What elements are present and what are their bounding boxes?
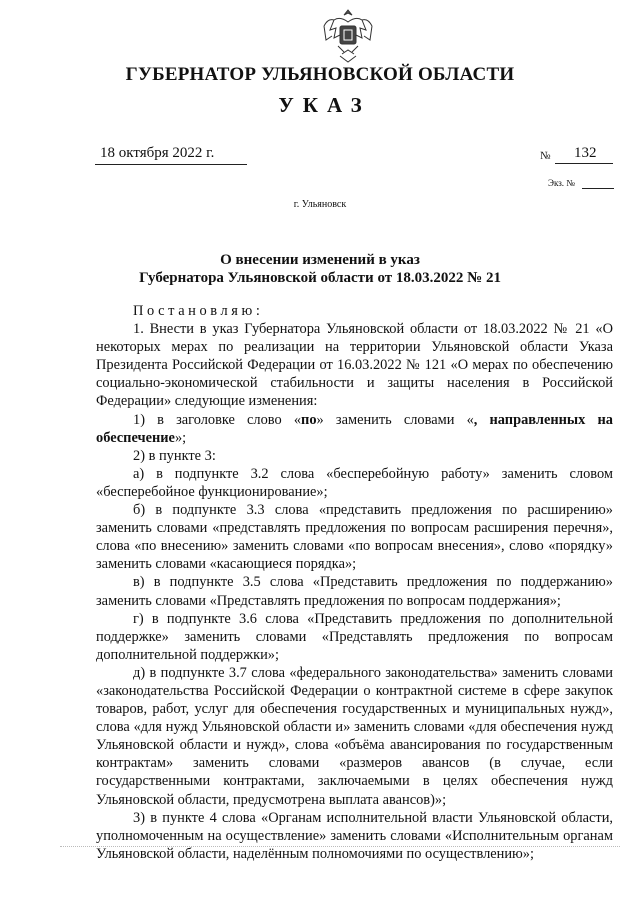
paragraph-sub-2: 2) в пункте 3: xyxy=(133,447,216,464)
document-title xyxy=(0,251,640,287)
paragraph-item-1: 1. Внести в указ Губернатора Ульяновской области от 18.03.2022 № 21 «О некоторых мерах по реализации на территории Ульяновской области Указа Президента Российской Федерации от 16.03.2022 № 121 «О мерах по обеспечению социально-экономической стабильности и защиты населения в Российской Федерации» следующие изменения: xyxy=(96,321,613,410)
sub1-bold-phrase: , направленных на обеспечение xyxy=(96,411,613,446)
sub1-text-c: » заменить словами « xyxy=(316,411,474,428)
sub1-bold-word: по xyxy=(301,411,317,428)
issuing-authority: ГУБЕРНАТОР УЛЬЯНОВСКОЙ ОБЛАСТИ xyxy=(125,64,515,85)
sub1-text-e: »; xyxy=(174,429,187,446)
paragraph-sub-2d: г) в подпункте 3.6 слова «Представить предложения по дополнительной поддержке» заменить словами «Представлять предложения по вопросам дополнительной поддержки»; xyxy=(96,610,613,663)
intro-paragraph: Постановляю: xyxy=(133,303,264,319)
date-underline xyxy=(95,164,247,165)
title-line-2: Губернатора Ульяновской области от 18.03.2022 № 21 xyxy=(139,270,501,286)
title-line-1: О внесении изменений в указ xyxy=(220,252,420,268)
paragraph-sub-3: 3) в пункте 4 слова «Органам исполнительной власти Ульяновской области, уполномоченным на осуществление» заменить словами «Исполнительным органам Ульяновской области, наделённым полномочиями по осуществлению»; xyxy=(96,809,613,862)
sub1-text-a: 1) в заголовке слово « xyxy=(133,411,302,428)
copy-number-underline xyxy=(582,188,614,189)
number-label: № xyxy=(540,150,551,162)
number-underline xyxy=(555,163,613,164)
coat-of-arms-icon xyxy=(320,6,376,64)
document-number: 132 xyxy=(574,145,597,161)
paragraph-sub-2a: а) в подпункте 3.2 слова «бесперебойную работу» заменить словом «бесперебойное функционирование»; xyxy=(96,465,613,500)
copy-number-label: Экз. № xyxy=(548,178,575,188)
paragraph-sub-2e: д) в подпункте 3.7 слова «федерального законодательства» заменить словами «законодательства Российской Федерации о контрактной системе в сфере закупок товаров, работ, услуг для обеспечения государственных и муниципальных нужд», слова «для нужд Ульяновской области и» заменить словами «для обеспечения нужд Ульяновской области и нужд», слова «объёма авансирования по государственным контрактам» заменить словами «размеров авансов (в случае, если государственными контрактами, заключаемыми в целях обеспечения нужд Ульяновской области, предусмотрена выплата авансов)»; xyxy=(96,664,613,808)
document-body xyxy=(96,302,613,863)
scan-artifact-line xyxy=(60,846,620,847)
paragraph-sub-1 xyxy=(96,411,613,447)
paragraph-sub-2c: в) в подпункте 3.5 слова «Представить предложения по поддержанию» заменить словами «Представлять предложения по вопросам поддержания»; xyxy=(96,574,613,609)
paragraph-sub-2b: б) в подпункте 3.3 слова «представить предложения по расширению» заменить словами «представлять предложения по вопросам расширения перечня», слова «по внесению» заменить словами «по вопросам внесения», слово «порядку» заменить словами «касающиеся порядка»; xyxy=(96,502,613,573)
document-type: УКАЗ xyxy=(278,93,371,117)
city: г. Ульяновск xyxy=(293,199,347,210)
document-date: 18 октября 2022 г. xyxy=(100,145,215,161)
